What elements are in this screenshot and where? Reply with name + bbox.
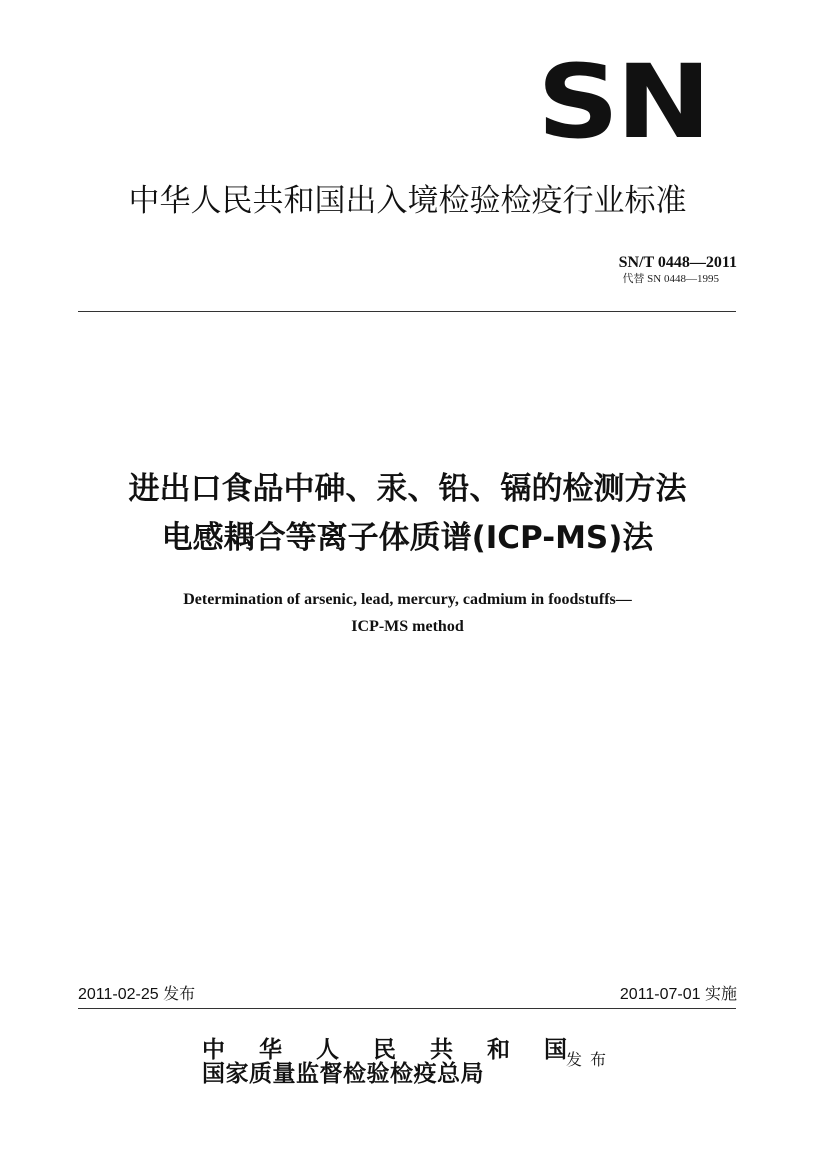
title-en-line1: Determination of arsenic, lead, mercury, cadmium in foodstuffs—: [183, 591, 632, 608]
title-cn-line2: 电感耦合等离子体质谱(ICP-MS)法: [161, 520, 654, 556]
title-en-line2: ICP-MS method: [351, 618, 464, 635]
issuer-country: 中 华 人 民 共 和 国: [202, 1036, 581, 1063]
issuer-agency: 国家质量监督检验检疫总局: [202, 1060, 484, 1087]
standard-type-title: 中华人民共和国出入境检验检疫行业标准: [128, 183, 687, 219]
header-divider: [78, 311, 736, 312]
issue-date: 2011-02-25 发布: [78, 986, 196, 1003]
replaces-note: 代替 SN 0448—1995: [622, 273, 719, 285]
issue-label: 发布: [566, 1050, 615, 1069]
standard-number: SN/T 0448—2011: [618, 254, 737, 271]
implementation-date: 2011-07-01 实施: [619, 986, 737, 1003]
title-cn-line1: 进出口食品中砷、汞、铅、镉的检测方法: [128, 471, 687, 507]
sn-logo: SN: [537, 43, 709, 162]
footer-divider: [78, 1008, 736, 1009]
